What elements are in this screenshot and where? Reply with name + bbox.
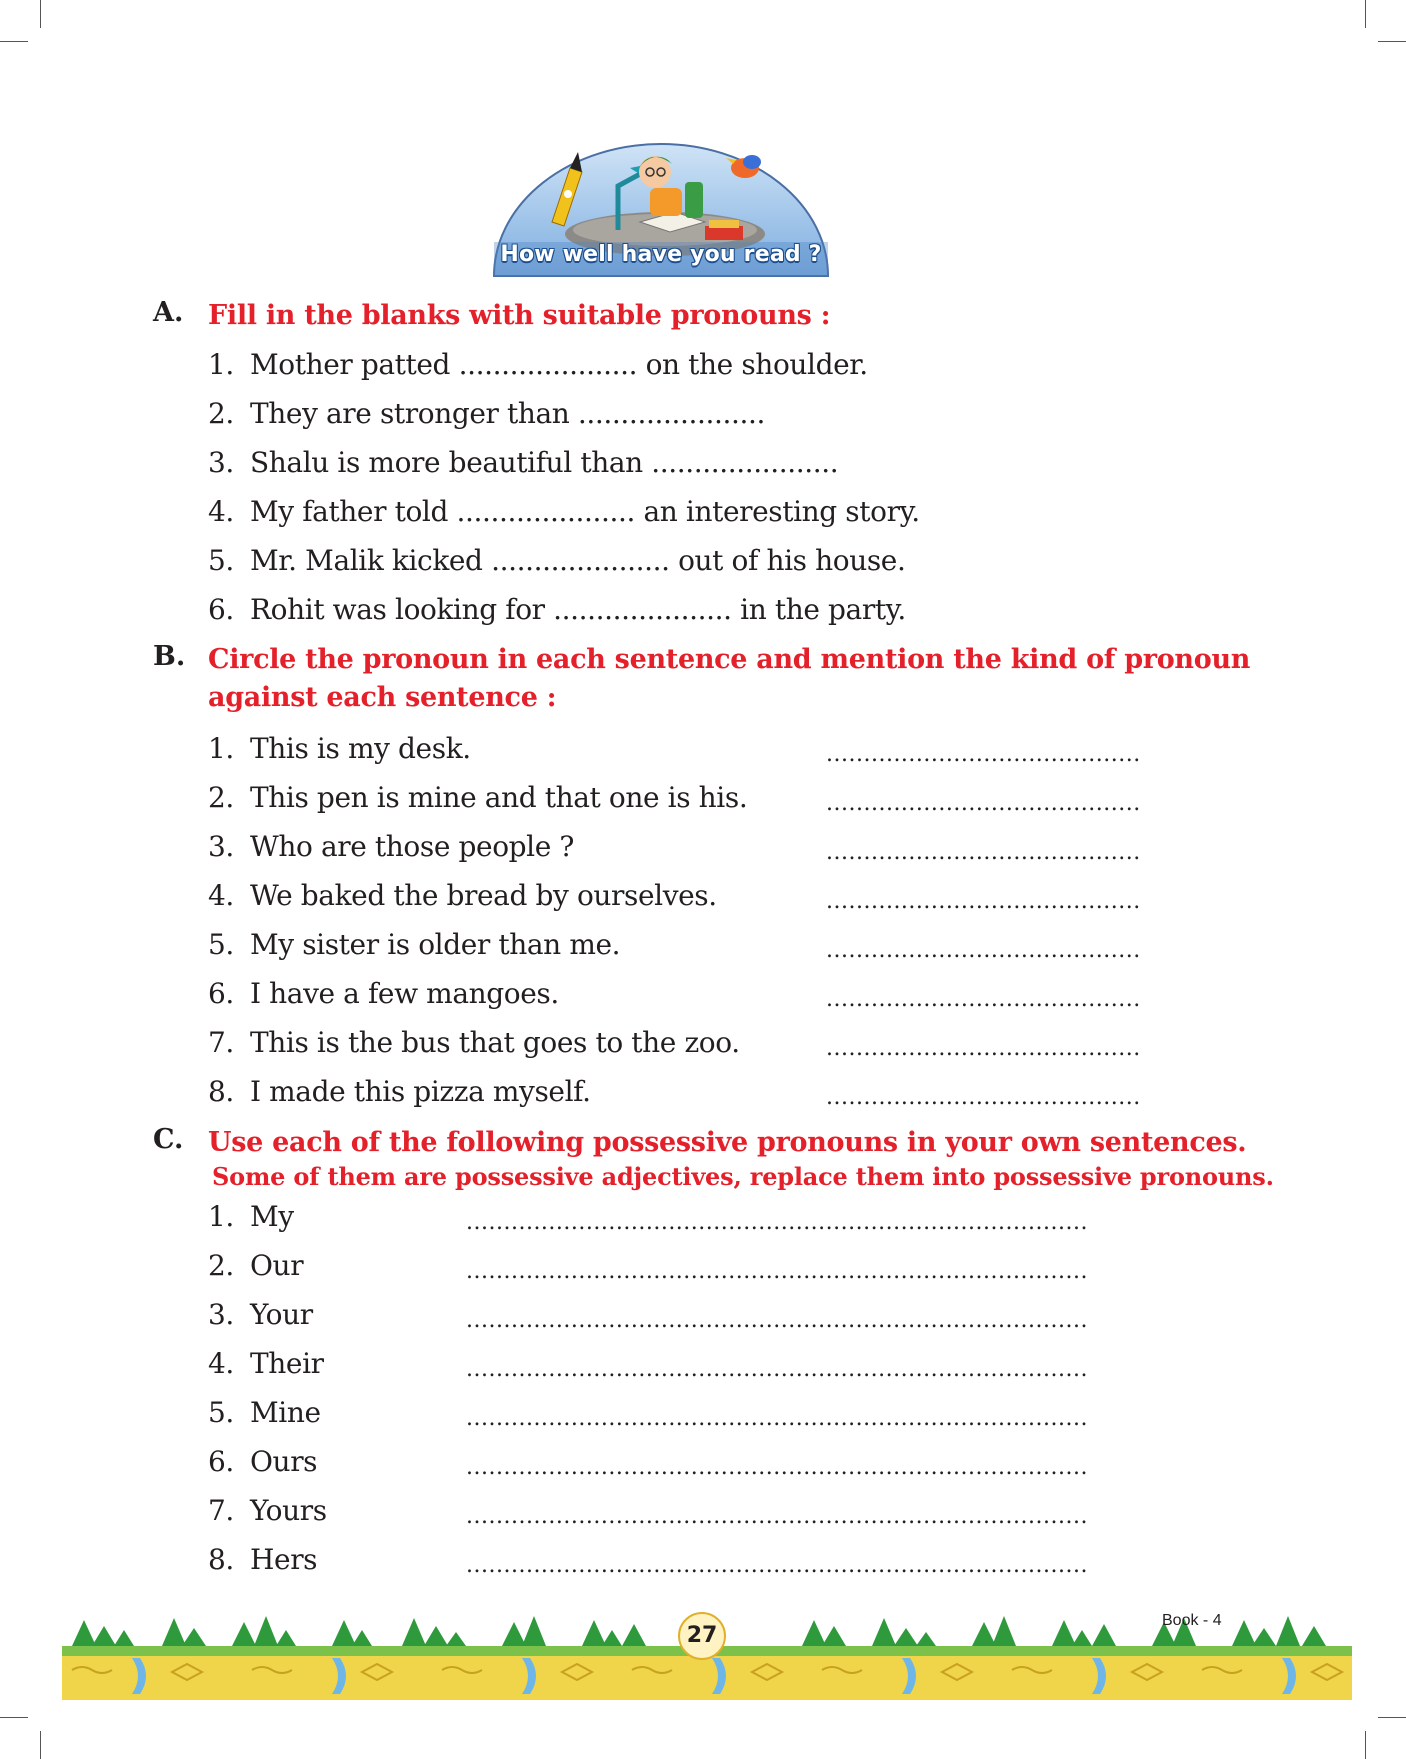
- answer-blank: ..........................................: [826, 889, 1141, 914]
- list-item: [208, 733, 471, 765]
- item-text: Mine: [250, 1396, 321, 1429]
- answer-blank: ...................................................................................: [466, 1553, 1088, 1578]
- answer-blank: ..........................................: [826, 987, 1141, 1012]
- list-item: [208, 447, 838, 479]
- item-text: Our: [250, 1249, 304, 1282]
- list-item: [208, 880, 717, 912]
- section-subheading: Some of them are possessive adjectives, replace them into possessive pronouns.: [212, 1162, 1274, 1191]
- item-number: 5.: [208, 544, 234, 577]
- item-number: 1.: [208, 732, 234, 765]
- list-item: [208, 1299, 313, 1331]
- list-item: [208, 929, 620, 961]
- list-item: [208, 1495, 327, 1527]
- answer-blank: ...................................................................................: [466, 1259, 1088, 1284]
- list-item: [208, 1446, 317, 1478]
- item-text: My: [250, 1200, 294, 1233]
- crop-mark: [40, 1731, 41, 1759]
- list-item: [208, 1076, 591, 1108]
- answer-blank: ..........................................: [826, 791, 1141, 816]
- answer-blank: ..........................................: [826, 1085, 1141, 1110]
- book-label: Book - 4: [1162, 1612, 1222, 1629]
- answer-blank: ...................................................................................: [466, 1308, 1088, 1333]
- list-item: [208, 545, 905, 577]
- item-text: My father told ..................... an interesting story.: [250, 495, 920, 528]
- item-number: 7.: [208, 1026, 234, 1059]
- item-number: 2.: [208, 397, 234, 430]
- answer-blank: ...................................................................................: [466, 1455, 1088, 1480]
- item-text: Yours: [250, 1494, 327, 1527]
- item-number: 8.: [208, 1543, 234, 1576]
- list-item: [208, 978, 559, 1010]
- item-text: Your: [250, 1298, 313, 1331]
- list-item: [208, 782, 747, 814]
- section-letter: C.: [153, 1124, 184, 1155]
- item-number: 4.: [208, 495, 234, 528]
- item-number: 8.: [208, 1075, 234, 1108]
- item-text: Mr. Malik kicked ..................... out of his house.: [250, 544, 906, 577]
- list-item: [208, 496, 920, 528]
- section-heading: Fill in the blanks with suitable pronouns :: [208, 300, 831, 331]
- answer-blank: ..........................................: [826, 938, 1141, 963]
- crop-mark: [1378, 41, 1406, 42]
- item-number: 7.: [208, 1494, 234, 1527]
- item-number: 6.: [208, 977, 234, 1010]
- section-heading: [208, 641, 1250, 717]
- item-number: 2.: [208, 781, 234, 814]
- answer-blank: ..........................................: [826, 742, 1141, 767]
- item-text: Hers: [250, 1543, 318, 1576]
- item-text: Ours: [250, 1445, 318, 1478]
- item-number: 1.: [208, 348, 234, 381]
- crop-mark: [0, 41, 28, 42]
- answer-blank: ..........................................: [826, 840, 1141, 865]
- section-letter: B.: [153, 641, 186, 672]
- section-banner: [490, 138, 832, 280]
- item-number: 4.: [208, 1347, 234, 1380]
- page-number: 27: [678, 1612, 726, 1660]
- section-letter: A.: [153, 297, 184, 328]
- item-number: 6.: [208, 1445, 234, 1478]
- item-number: 4.: [208, 879, 234, 912]
- list-item: [208, 1027, 740, 1059]
- list-item: [208, 398, 765, 430]
- list-item: [208, 1348, 324, 1380]
- item-text: Shalu is more beautiful than ......................: [250, 446, 839, 479]
- item-text: They are stronger than ......................: [250, 397, 765, 430]
- answer-blank: ...................................................................................: [466, 1504, 1088, 1529]
- item-number: 3.: [208, 446, 234, 479]
- crop-mark: [1365, 1731, 1366, 1759]
- item-text: This is my desk.: [250, 732, 471, 765]
- item-text: I made this pizza myself.: [250, 1075, 591, 1108]
- list-item: [208, 1397, 321, 1429]
- list-item: [208, 594, 906, 626]
- item-text: Their: [250, 1347, 324, 1380]
- crop-mark: [1365, 0, 1366, 28]
- item-text: This is the bus that goes to the zoo.: [250, 1026, 740, 1059]
- item-number: 2.: [208, 1249, 234, 1282]
- item-text: Rohit was looking for ..................... in the party.: [250, 593, 906, 626]
- section-heading-line: Circle the pronoun in each sentence and mention the kind of pronoun: [208, 644, 1251, 675]
- answer-blank: ..........................................: [826, 1036, 1141, 1061]
- item-text: I have a few mangoes.: [250, 977, 559, 1010]
- item-text: This pen is mine and that one is his.: [250, 781, 748, 814]
- crop-mark: [0, 1717, 28, 1718]
- section-heading-line: against each sentence :: [208, 682, 557, 713]
- answer-blank: ...................................................................................: [466, 1210, 1088, 1235]
- answer-blank: ...................................................................................: [466, 1406, 1088, 1431]
- banner-title: How well have you read ?: [500, 242, 822, 267]
- item-number: 5.: [208, 1396, 234, 1429]
- item-text: Mother patted ..................... on the shoulder.: [250, 348, 868, 381]
- item-text: Who are those people ?: [250, 830, 575, 863]
- item-number: 5.: [208, 928, 234, 961]
- item-number: 3.: [208, 1298, 234, 1331]
- list-item: [208, 349, 868, 381]
- list-item: [208, 1544, 317, 1576]
- answer-blank: ...................................................................................: [466, 1357, 1088, 1382]
- list-item: [208, 831, 574, 863]
- item-number: 6.: [208, 593, 234, 626]
- item-number: 3.: [208, 830, 234, 863]
- item-number: 1.: [208, 1200, 234, 1233]
- item-text: We baked the bread by ourselves.: [250, 879, 717, 912]
- crop-mark: [40, 0, 41, 28]
- item-text: My sister is older than me.: [250, 928, 621, 961]
- list-item: [208, 1201, 294, 1233]
- section-heading: Use each of the following possessive pronouns in your own sentences.: [208, 1127, 1247, 1158]
- crop-mark: [1378, 1717, 1406, 1718]
- list-item: [208, 1250, 303, 1282]
